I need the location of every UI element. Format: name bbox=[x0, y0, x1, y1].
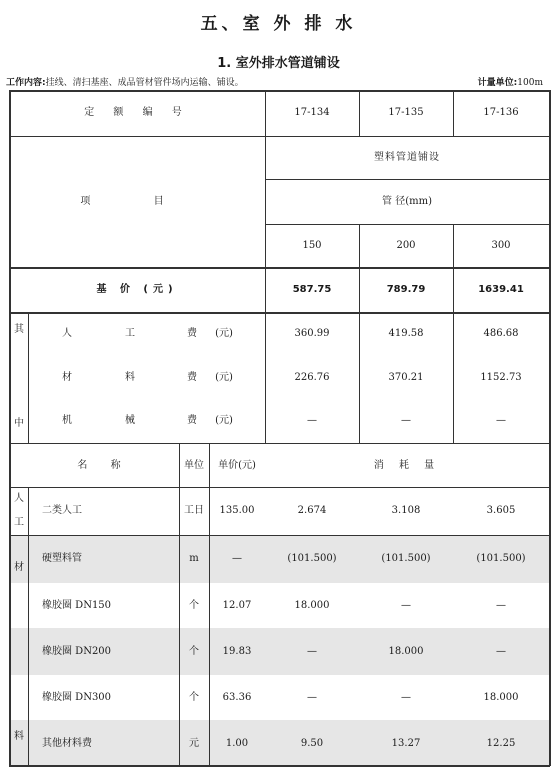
material-qty-pipe-2: (101.500) bbox=[381, 553, 431, 564]
rule-col3 bbox=[453, 90, 454, 136]
item-label: 项 目 bbox=[80, 196, 194, 207]
labor-cat-2: 工 bbox=[14, 517, 24, 528]
material-qty-dn300-2: — bbox=[401, 692, 411, 703]
quota-table bbox=[9, 90, 550, 766]
machine-cost-1: — bbox=[307, 415, 317, 426]
rule-headers bbox=[9, 487, 550, 488]
material-price-pipe: — bbox=[232, 553, 242, 564]
diameter-3: 300 bbox=[491, 240, 511, 251]
section-title: 五、室 外 排 水 bbox=[200, 14, 357, 34]
unit-header: 单位 bbox=[184, 460, 204, 471]
material-price-dn300: 63.36 bbox=[222, 692, 252, 703]
material-cat-2: 料 bbox=[14, 731, 24, 742]
material-qty-pipe-3: (101.500) bbox=[476, 553, 526, 564]
material-cost-c1: 材 bbox=[62, 372, 72, 383]
rule-col2 bbox=[359, 90, 360, 136]
rule-cat-col bbox=[28, 312, 29, 443]
name-header: 名 称 bbox=[77, 460, 131, 471]
material-unit-dn200: 个 bbox=[189, 646, 199, 657]
material-price-dn200: 19.83 bbox=[222, 646, 252, 657]
material-qty-dn300-1: — bbox=[307, 692, 317, 703]
machine-cost-unit: (元) bbox=[215, 415, 233, 426]
rule-cat-col-2 bbox=[28, 487, 29, 766]
dim-label: 管 径(mm) bbox=[382, 196, 432, 207]
material-qty-dn150-3: — bbox=[496, 600, 506, 611]
labor-name: 二类人工 bbox=[42, 505, 82, 516]
machine-cost-c3: 费 bbox=[187, 415, 197, 426]
rule-item-bottom bbox=[9, 267, 550, 269]
base-price-label: 基 价 (元) bbox=[96, 284, 178, 295]
labor-cost-2: 419.58 bbox=[388, 328, 424, 339]
work-content-label: 工作内容: bbox=[6, 78, 46, 88]
material-cost-3: 1152.73 bbox=[480, 372, 522, 383]
material-qty-other-1: 9.50 bbox=[300, 738, 324, 749]
rule-dim bbox=[265, 224, 550, 225]
base-price-2: 789.79 bbox=[386, 284, 426, 295]
group-label: 塑料管道铺设 bbox=[374, 152, 440, 163]
rule-col2b bbox=[359, 224, 360, 443]
labor-cost-unit: (元) bbox=[215, 328, 233, 339]
rule-top bbox=[9, 90, 550, 92]
rule-group bbox=[265, 179, 550, 180]
material-qty-dn150-2: — bbox=[401, 600, 411, 611]
code-1: 17-134 bbox=[294, 107, 330, 118]
rule-costs bbox=[9, 443, 550, 444]
material-unit-dn150: 个 bbox=[189, 600, 199, 611]
code-3: 17-136 bbox=[483, 107, 519, 118]
rule-codes bbox=[9, 136, 550, 137]
material-unit-other: 元 bbox=[189, 738, 199, 749]
labor-qty-1: 2.674 bbox=[297, 505, 327, 516]
material-qty-dn300-3: 18.000 bbox=[483, 692, 519, 703]
machine-cost-3: — bbox=[496, 415, 506, 426]
machine-cost-c2: 械 bbox=[125, 415, 135, 426]
material-cost-unit: (元) bbox=[215, 372, 233, 383]
labor-cost-1: 360.99 bbox=[294, 328, 330, 339]
material-cost-c3: 费 bbox=[187, 372, 197, 383]
labor-cost-c3: 费 bbox=[187, 328, 197, 339]
material-qty-other-3: 12.25 bbox=[486, 738, 516, 749]
base-price-1: 587.75 bbox=[292, 284, 332, 295]
labor-cost-c1: 人 bbox=[62, 328, 72, 339]
quota-label: 定 额 编 号 bbox=[84, 107, 190, 118]
material-name-dn150: 橡胶圈 DN150 bbox=[42, 600, 112, 611]
material-price-other: 1.00 bbox=[225, 738, 249, 749]
rule-name-unit bbox=[179, 443, 180, 766]
consumption-header: 消 耗 量 bbox=[373, 460, 441, 471]
shade-row-pipe bbox=[9, 535, 550, 583]
measure-unit-label: 计量单位: bbox=[477, 78, 518, 88]
subsection-title: 1. 室外排水管道铺设 bbox=[217, 56, 340, 71]
diameter-1: 150 bbox=[302, 240, 322, 251]
labor-price: 135.00 bbox=[219, 505, 255, 516]
material-name-pipe: 硬塑料管 bbox=[42, 553, 82, 564]
among-bottom: 中 bbox=[14, 418, 24, 429]
rule-left bbox=[9, 90, 11, 766]
material-cat-1: 材 bbox=[14, 562, 24, 573]
rule-unit-price bbox=[209, 443, 210, 766]
measure-unit bbox=[478, 75, 543, 88]
machine-cost-2: — bbox=[401, 415, 411, 426]
rule-base bbox=[9, 312, 550, 314]
material-qty-dn200-1: — bbox=[307, 646, 317, 657]
material-name-dn200: 橡胶圈 DN200 bbox=[42, 646, 112, 657]
material-price-dn150: 12.07 bbox=[222, 600, 252, 611]
material-unit-pipe: m bbox=[189, 553, 199, 564]
material-name-dn300: 橡胶圈 DN300 bbox=[42, 692, 112, 703]
rule-right bbox=[549, 90, 551, 766]
price-header: 单价(元) bbox=[218, 460, 256, 471]
labor-cost-3: 486.68 bbox=[483, 328, 519, 339]
work-content-text: 挂线、清扫基座、成品管材管件场内运输、铺设。 bbox=[45, 78, 244, 88]
material-qty-dn200-3: — bbox=[496, 646, 506, 657]
material-cost-c2: 料 bbox=[125, 372, 135, 383]
rule-col1 bbox=[265, 90, 266, 443]
material-unit-dn300: 个 bbox=[189, 692, 199, 703]
labor-qty-2: 3.108 bbox=[391, 505, 421, 516]
material-qty-dn200-2: 18.000 bbox=[388, 646, 424, 657]
labor-unit: 工日 bbox=[184, 505, 204, 516]
material-qty-pipe-1: (101.500) bbox=[287, 553, 337, 564]
work-content bbox=[6, 75, 244, 88]
material-cost-1: 226.76 bbox=[294, 372, 330, 383]
measure-unit-value: 100m bbox=[517, 78, 543, 88]
labor-cost-c2: 工 bbox=[125, 328, 135, 339]
code-2: 17-135 bbox=[388, 107, 424, 118]
base-price-3: 1639.41 bbox=[478, 284, 524, 295]
material-cost-2: 370.21 bbox=[388, 372, 424, 383]
material-name-other: 其他材料费 bbox=[42, 738, 92, 749]
rule-labor bbox=[9, 535, 550, 536]
machine-cost-c1: 机 bbox=[62, 415, 72, 426]
rule-bottom bbox=[9, 765, 550, 767]
rule-col3b bbox=[453, 224, 454, 443]
labor-qty-3: 3.605 bbox=[486, 505, 516, 516]
material-qty-dn150-1: 18.000 bbox=[294, 600, 330, 611]
among-top: 其 bbox=[14, 324, 24, 335]
labor-cat-1: 人 bbox=[14, 493, 24, 504]
diameter-2: 200 bbox=[396, 240, 416, 251]
material-qty-other-2: 13.27 bbox=[391, 738, 421, 749]
